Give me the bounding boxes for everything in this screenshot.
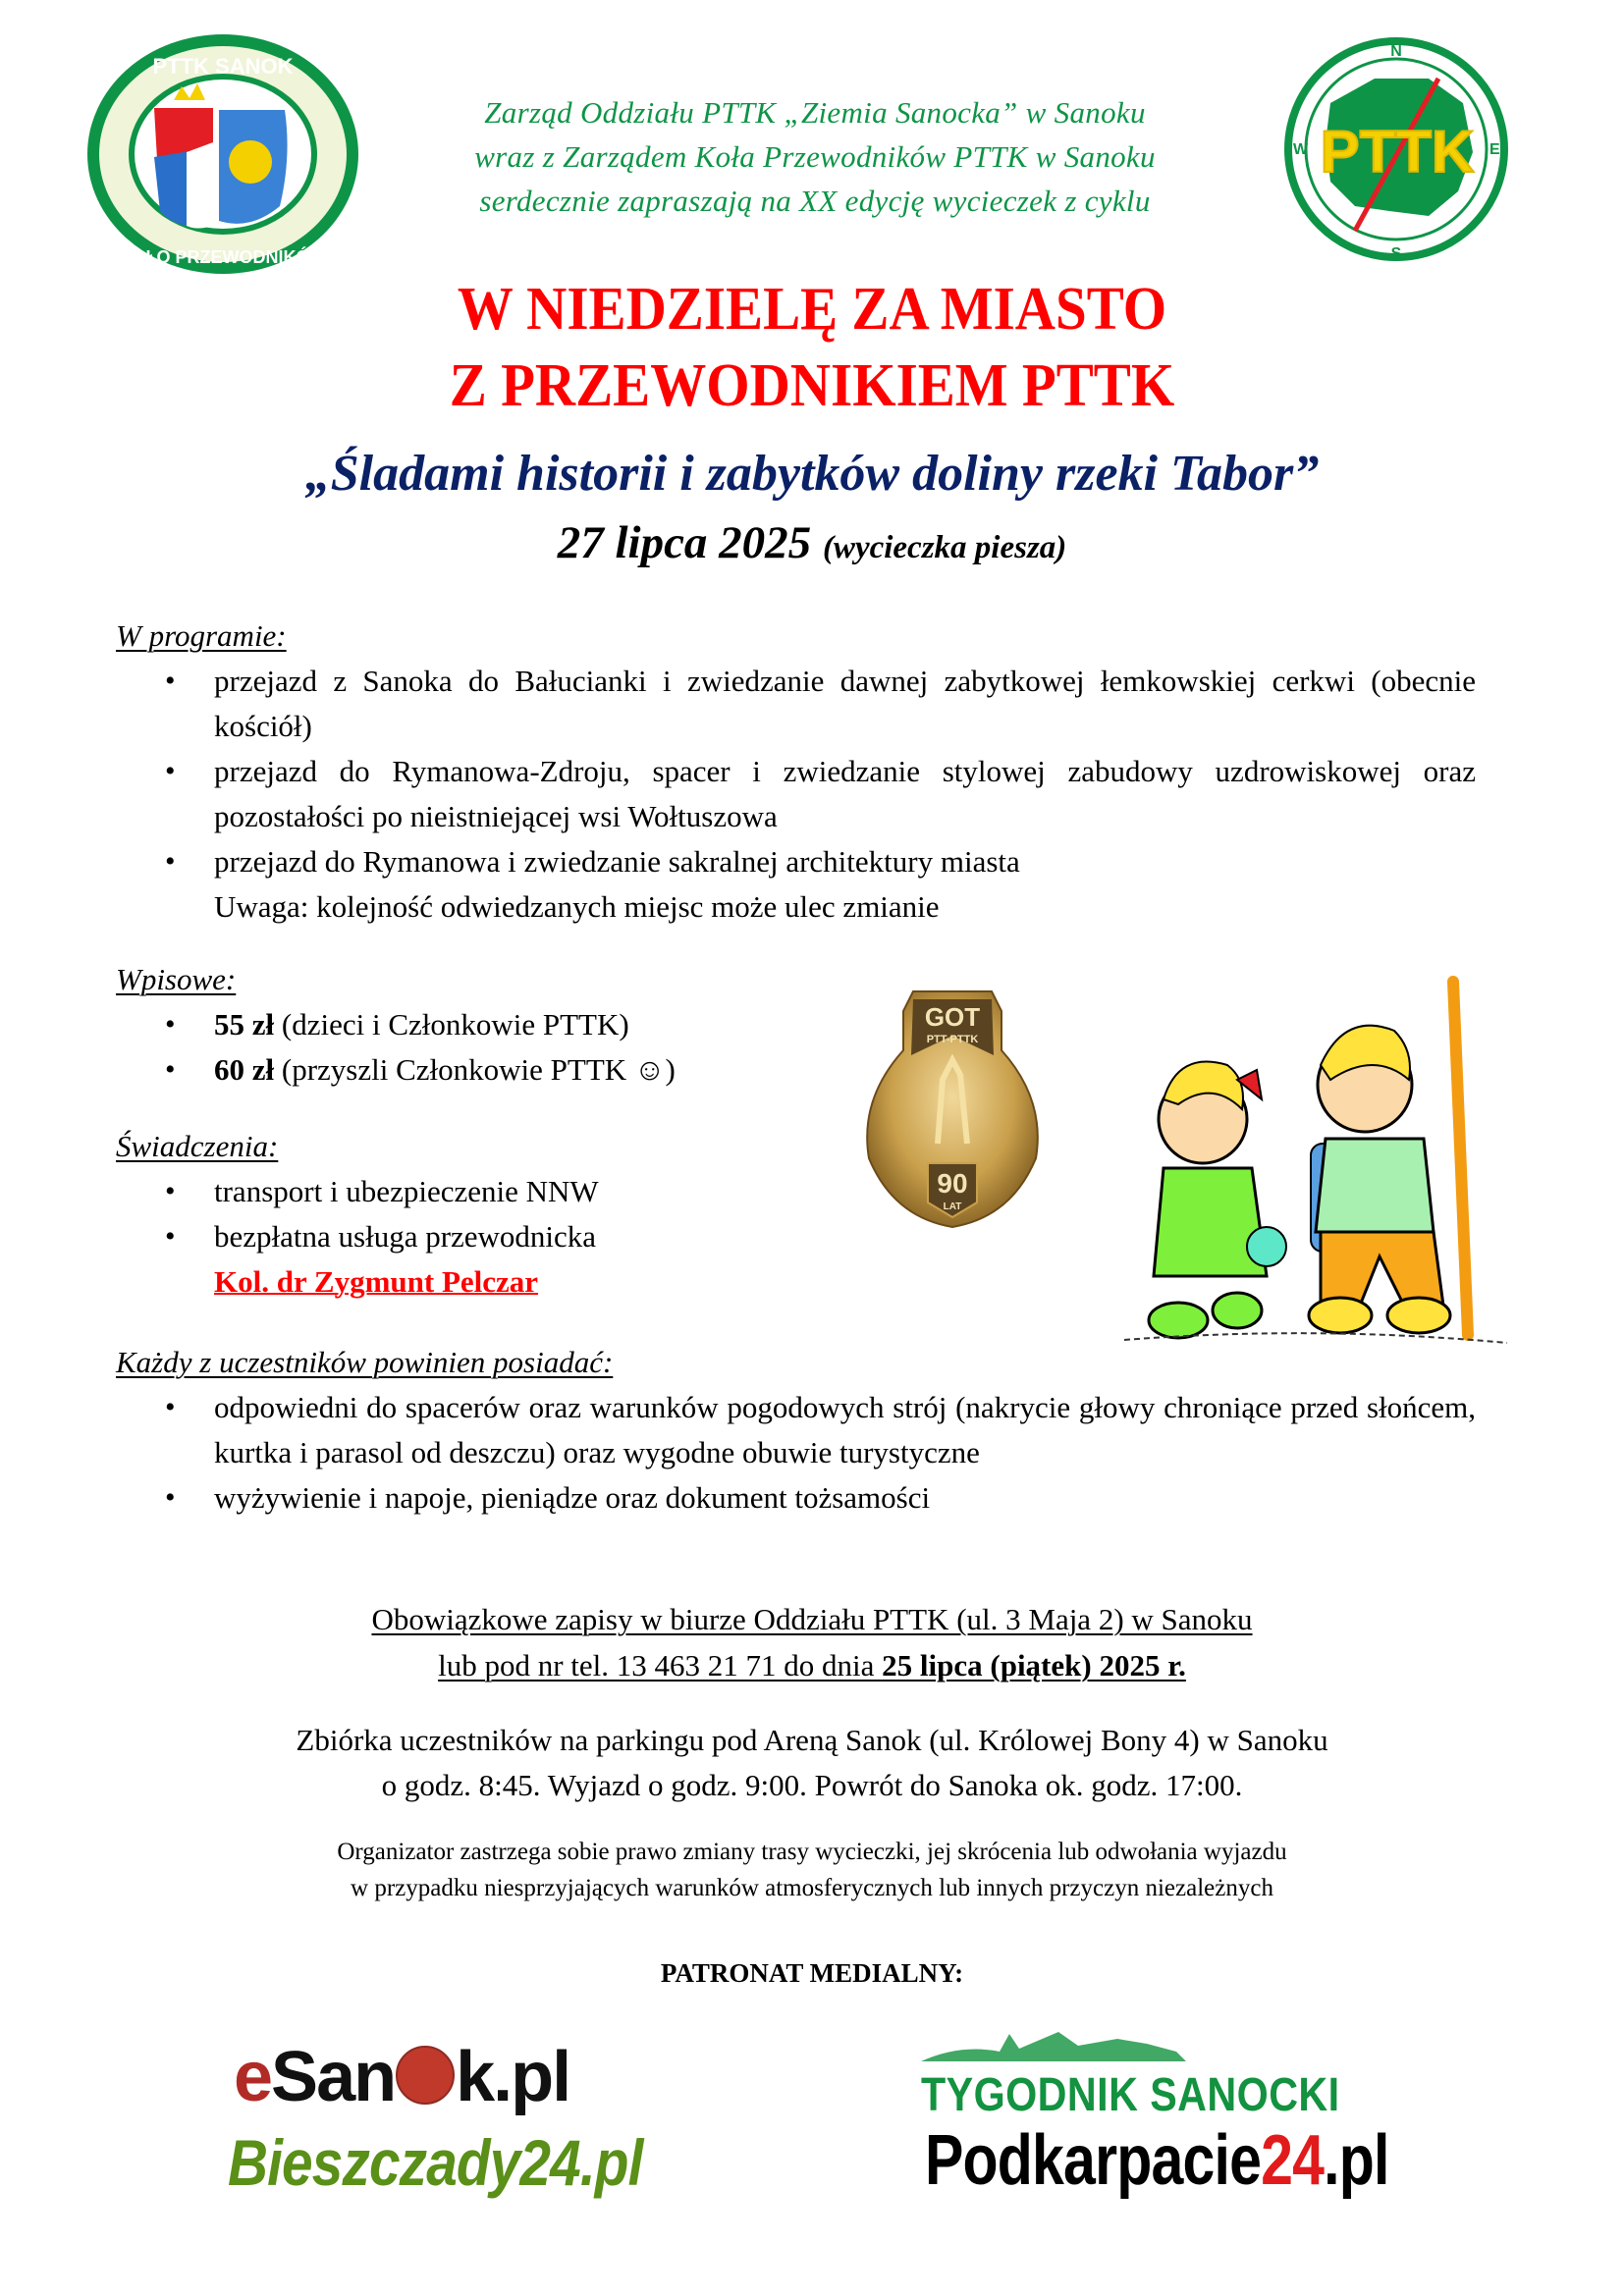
fee-amount: 60 zł bbox=[214, 1052, 275, 1087]
gathering-line-2: o godz. 8:45. Wyjazd o godz. 9:00. Powrót do Sanoka ok. godz. 17:00. bbox=[381, 1768, 1243, 1802]
hiking-kids-illustration bbox=[1119, 972, 1512, 1355]
requirement-item: • odpowiedni do spacerów oraz warunków pogodowych strój (nakrycie głowy chroniące przed słońcem, kurtka i parasol od deszczu) oraz wygodne obuwie turystyczne bbox=[116, 1385, 1476, 1475]
svg-text:PTTK: PTTK bbox=[1320, 119, 1475, 185]
disclaimer-line-1: Organizator zastrzega sobie prawo zmiany trasy wycieczki, jej skrócenia lub odwołania wyjazdu bbox=[337, 1839, 1287, 1865]
bieszczady24-logo: Bieszczady24.pl bbox=[228, 2126, 643, 2199]
benefits-section bbox=[116, 1124, 823, 1305]
fee-item bbox=[116, 1047, 823, 1093]
registration-line-2 bbox=[438, 1648, 1186, 1682]
program-item: • przejazd do Rymanowa-Zdroju, spacer i zwiedzanie stylowej zabudowy uzdrowiskowej oraz pozostałości po nieistniejącej wsi Wołtuszowa bbox=[116, 749, 1476, 839]
trip-date bbox=[0, 512, 1624, 578]
program-item: • przejazd z Sanoka do Bałucianki i zwiedzanie dawnej zabytkowej łemkowskiej cerkwi (obecnie kościół) bbox=[116, 659, 1476, 749]
svg-text:S: S bbox=[1390, 245, 1402, 262]
program-item: • przejazd do Rymanowa i zwiedzanie sakralnej architektury miasta bbox=[116, 839, 1476, 884]
requirement-item: • wyżywienie i napoje, pieniądze oraz dokument tożsamości bbox=[116, 1475, 1476, 1521]
program-heading: W programie: bbox=[116, 618, 287, 653]
org-line: serdecznie zapraszają na XX edycję wycieczek z cyklu bbox=[479, 184, 1151, 218]
podkarpacie-pl: .pl bbox=[1324, 2121, 1389, 2200]
castle-skyline-icon bbox=[921, 2024, 1412, 2063]
guide-name: Kol. dr Zygmunt Pelczar bbox=[214, 1264, 539, 1299]
date-note: (wycieczka piesza) bbox=[822, 530, 1067, 565]
gathering-info bbox=[0, 1718, 1624, 1808]
fee-amount: 55 zł bbox=[214, 1007, 275, 1041]
disclaimer bbox=[0, 1834, 1624, 1906]
requirements-heading: Każdy z uczestników powinien posiadać: bbox=[116, 1345, 614, 1379]
benefit-item: • transport i ubezpieczenie NNW bbox=[116, 1169, 823, 1214]
ball-icon bbox=[396, 2046, 455, 2105]
tygodnik-name: TYGODNIK SANOCKI bbox=[921, 2069, 1340, 2121]
svg-text:GOT: GOT bbox=[924, 1002, 981, 1032]
main-title bbox=[65, 271, 1559, 424]
gathering-line-1: Zbiórka uczestników na parkingu pod Areną Sanok (ul. Królowej Bony 4) w Sanoku bbox=[296, 1723, 1328, 1757]
svg-text:N: N bbox=[1390, 43, 1402, 60]
registration-phone-text: lub pod nr tel. 13 463 21 71 do dnia bbox=[438, 1648, 883, 1682]
svg-text:LAT: LAT bbox=[943, 1201, 962, 1212]
svg-text:W: W bbox=[1293, 141, 1309, 158]
svg-text:E: E bbox=[1489, 141, 1500, 158]
svg-text:KOŁO PRZEWODNIKÓW: KOŁO PRZEWODNIKÓW bbox=[119, 247, 327, 267]
svg-text:90: 90 bbox=[937, 1168, 968, 1199]
requirements-section bbox=[116, 1340, 1476, 1521]
fee-item bbox=[116, 1002, 823, 1047]
fee-desc: (przyszli Członkowie PTTK ☺) bbox=[281, 1052, 676, 1087]
benefits-heading: Świadczenia: bbox=[116, 1129, 279, 1163]
disclaimer-line-2: w przypadku niesprzyjających warunków atmosferycznych lub innych przyczyn niezależnych bbox=[351, 1875, 1273, 1901]
registration-deadline: 25 lipca (piątek) 2025 r. bbox=[882, 1648, 1186, 1682]
esanok-e: e bbox=[234, 2038, 272, 2116]
program-section bbox=[116, 614, 1476, 930]
registration-line-1: Obowiązkowe zapisy w biurze Oddziału PTTK (ul. 3 Maja 2) w Sanoku bbox=[371, 1602, 1253, 1636]
registration-info bbox=[0, 1596, 1624, 1688]
fees-heading: Wpisowe: bbox=[116, 962, 237, 996]
fees-section bbox=[116, 957, 823, 1093]
esanok-logo bbox=[234, 2037, 569, 2117]
media-patronage-heading: PATRONAT MEDIALNY: bbox=[660, 1958, 964, 1988]
benefit-item: • bezpłatna usługa przewodnicka bbox=[116, 1214, 823, 1259]
esanok-san: San bbox=[271, 2038, 396, 2116]
trip-subtitle: „Śladami historii i zabytków doliny rzeki Tabor” bbox=[304, 446, 1320, 502]
got-badge-image bbox=[854, 982, 1051, 1237]
svg-text:PTTK SANOK: PTTK SANOK bbox=[152, 54, 294, 79]
program-note: Uwaga: kolejność odwiedzanych miejsc może ulec zmianie bbox=[214, 889, 940, 924]
pttk-compass-logo bbox=[1281, 34, 1512, 265]
svg-text:PTT-PTTK: PTT-PTTK bbox=[926, 1034, 979, 1045]
tygodnik-sanocki-logo bbox=[921, 2024, 1412, 2122]
title-line-2: Z PRZEWODNIKIEM PTTK bbox=[449, 352, 1175, 419]
org-line: Zarząd Oddziału PTTK „Ziemia Sanocka” w Sanoku bbox=[484, 95, 1146, 130]
podkarpacie-24: 24 bbox=[1261, 2121, 1325, 2200]
date-text: 27 lipca 2025 bbox=[557, 517, 812, 568]
fee-desc: (dzieci i Członkowie PTTK) bbox=[281, 1007, 629, 1041]
esanok-k: k.pl bbox=[456, 2038, 570, 2116]
pttk-sanok-guides-logo bbox=[83, 29, 363, 280]
title-line-1: W NIEDZIELĘ ZA MIASTO bbox=[457, 276, 1167, 343]
podkarpacie24-logo bbox=[925, 2120, 1389, 2201]
podkarpacie-text: Podkarpacie bbox=[925, 2121, 1262, 2200]
organizers-text bbox=[373, 90, 1257, 223]
org-line: wraz z Zarządem Koła Przewodników PTTK w Sanoku bbox=[474, 139, 1156, 174]
